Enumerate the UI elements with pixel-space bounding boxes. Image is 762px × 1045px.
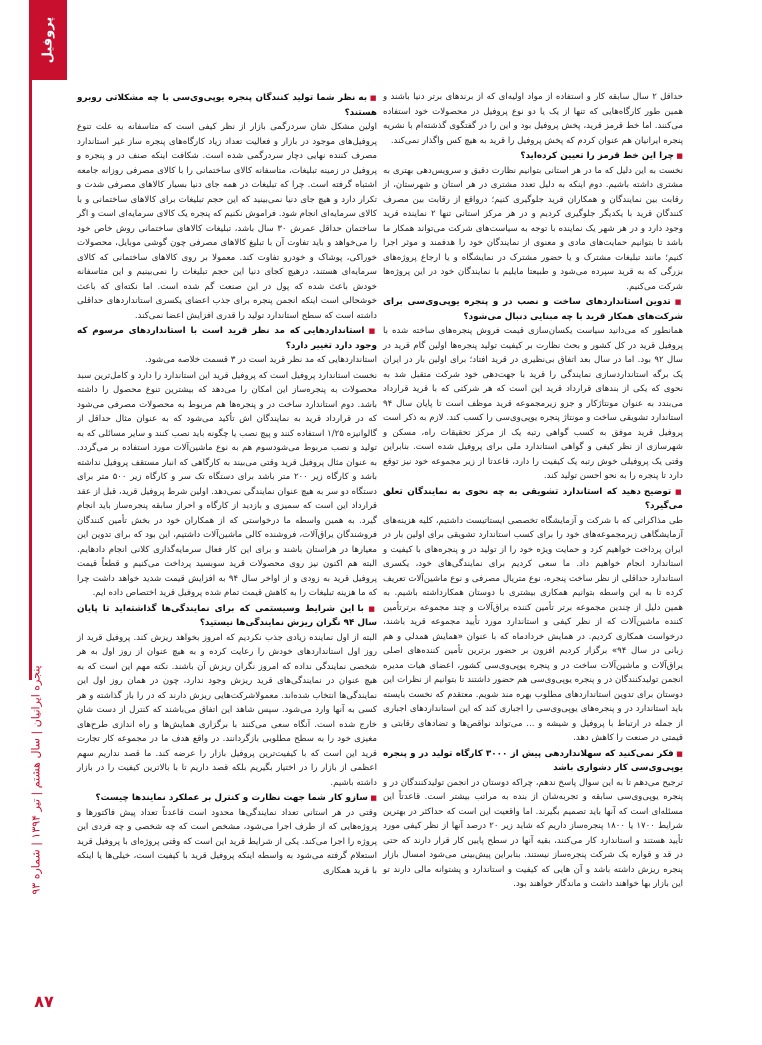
paragraph: طی مذاکراتی که با شرکت و آزمایشگاه تخصصی ایستاتیست داشتیم، کلیه هزینه‌های آزمایشگاهی زیرمجموعه‌های خود را برای کسب استاندارد تشویقی برای اولین بار در ایران پرداخت خواهیم کرد و حمایت ویژه خود را از تولید در و پنجره‌های با کیفیت و استاندارد انجام خواهیم داد. ما سعی کردیم برای نمایندگی‌های خود، یکسری استاندارد حداقلی از نظر ساخت پنجره، نوع متریال مصرفی و نوع ماشین‌آلات تعریف کرده تا به این واسطه بتوانیم همکاری بیشتری با دوستان همکارداشته باشیم. به همین دلیل از چندین مجموعه برتر تأمین کننده یراق‌آلات و چند مجموعه برترتأمین کننده ماشین‌آلات که از نظر کیفی و استاندارد مورد تأیید مجموعه قرید باشند، درخواست همکاری کردیم. در همایش خردادماه که با عنوان «همایش همدلی و هم زبانی در سال ۹۴» برگزار کردیم افزون بر حضور برترین تأمین کننده‌های اصلی یراق‌آلات و ماشین‌آلات ساخت در و پنجره یو‌پی‌وی‌سی کشور، اعضای هیات مدیره انجمن تولیدکنندگان در و پنجره یو‌پی‌وی‌سی هم حضور داشتند تا بتوانیم از نظرات این دوستان برای تدوین استانداردهای مطلوب بهره مند شویم. معتقدم که نخست بایسته باید استاندارد در و پنجره‌های یو‌پی‌وی‌سی را اجباری کند که این استانداردهای اجباری از جمله در ارتباط با پروفیل و شیشه و ... می‌تواند نواقص‌ها و تضادهای رقابتی و قیمتی در صنعت را کاهش دهد. (383, 515, 683, 743)
left-column (77, 90, 377, 879)
question-heading: ■ سازو کار شما جهت نظارت و کنترل بر عملکرد نمایندها چیست؟ (77, 791, 377, 806)
question-heading: ■ تدوین استانداردهای ساخت و نصب در و پنجره یو‌پی‌وی‌سی برای شرکت‌های همکار قرید با چه مبنایی دنبال می‌شود؟ (383, 295, 683, 324)
question-heading: ■ چرا این خط قرمز را تعیین کرده‌اید؟ (383, 149, 683, 164)
page-number: ۸۷ (34, 992, 54, 1011)
right-column (383, 90, 683, 893)
question-heading: ■ با این شرایط وسیستمی که برای نمایندگی‌ها گذاشته‌اید تا پایان سال ۹۴ نگران ریزش نمایندگی‌ها نیستید؟ (77, 602, 377, 631)
paragraph: وقتی در هر استانی تعداد نمایندگی‌ها محدود است قاعدتاً تعداد پیش فاکتورها و پروژه‌هایی که از طرف اجرا می‌شود، مشخص است که چه شخصی و چه فردی این پروژه را اجرا می‌کند. یکی از شرایط قرید این است که وقتی پروژه‌ای با پروفیل قرید استعلام گرفته می‌شود به واسطه اینکه پروفیل قرید با کیفیت است، خیلی‌ها یا اینکه با قرید همکاری (77, 807, 377, 876)
section-tab-label: پروفیل (40, 16, 56, 64)
question-heading: ■ به نظر شما تولید کنندگان پنجره یو‌پی‌وی‌سی با چه مشکلاتی روبرو هستند؟ (77, 91, 377, 120)
issue-info-text: پنجره ایرانیان | سال هشتم | تیر ۱۳۹۴ | شماره ۹۳ (29, 665, 43, 895)
section-tab (29, 0, 67, 80)
issue-info (30, 560, 42, 1000)
paragraph: استانداردهایی که مد نظر قرید است در ۳ قسمت خلاصه می‌شود. (145, 355, 377, 365)
paragraph: البته از اول نماینده زیادی جذب نکردیم که امروز بخواهد ریزش کند. پروفیل قرید از روز اول استانداردهای خودش را رعایت کرده و به هیچ عنوان از روز اول به هر شخصی نمایندگی نداده که امروز نگران ریزش آن باشند. نکته مهم این است که به هیچ عنوان در نمایندگی‌های قرید ریزش وجود ندارد، چون در همان روز اول این نمایندگی‌ها انتخاب شده‌اند. معمولاشرکت‌هایی ریزش دارند که در را باز گذاشته و هر کسی به آنها وارد می‌شود. سپس شاهد این اتفاق می‌باشند که کنترل از دست شان خارج شده است. آنگاه سعی می‌کنند با برگزاری همایش‌ها و راه اندازی طرح‌های مغیزی خود را به سطح مطلوبی بازگردانند. در واقع هدف ما در مجموعه کار تجارت قرید این است که با کیفیت‌ترین پروفیل بازار را عرضه کند. ما قصد نداریم سهم اعظمی از بازار را در اختیار بگیریم بلکه قصد داریم تا با بالاترین کیفیت را در بازار داشته باشیم. (77, 632, 377, 788)
question-heading: ■ استانداردهایی که مد نظر قرید است با استانداردهای مرسوم که وجود دارد تغییر دارد؟ (77, 324, 377, 353)
question-heading: ■ فکر نمی‌کنید که سهلانداردهی پیش از ۳۰۰۰ کارگاه تولید در و پنجره یو‌پی‌وی‌سی کار دشواری باشد (383, 747, 683, 776)
paragraph: اولین مشکل شان سردرگمی بازار از نظر کیفی است که متاسفانه به علت تنوع پروفیل‌های موجود در بازار و فعالیت تعداد زیاد کارگاه‌های پنجره ساز غیر استاندارد مصرف کننده نهایی دچار سردرگمی شده است. شکافت اینکه صنف در و پنجره و پروفیل در زمینه تبلیغات، متاسفانه کالای ساختمانی را با کالای مصرفی روزانه جامعه اشتباه گرفته است. چرا که تبلیغات در همه جای دنیا بسیار کالاهای مصرفی شدت و تکرار دارد و هیچ جای دنیا نمی‌بینید که این حجم تبلیغات برای کالاهای ساختمانی و با کالای سرمایه‌ای انجام شود. فراموش نکنیم که پنجره یک کالای سرمایه‌ای است و اگر ساختمان حداقل عمرش ۳۰ سال باشد، تبلیغات کالاهای ساختمانی روش خاص خود را می‌خواهد و باید تفاوت آن با تبلیغ کالاهای مصرفی چون گوشی موبایل، محصولات خوراکی، پوشاک و خودرو تفاوت کند. معمولا بر روی کالاهای ساختمانی که کالای سرمایه‌ای هستند، درهیچ کجای دنیا این حجم تبلیغات را نمی‌بینیم و این متاسفانه خودش باعث شده که پول در این صنعت گم شده است. اما نکته‌ای که باعث خوشحالی است اینکه انجمن پنجره برای جذب اعضای یکسری استانداردهای حداقلی داشته است که سطح استاندارد تولید را قدری افزایش اعضا نمی‌کند. (77, 122, 377, 321)
question-heading: ■ توضیح دهید که استاندارد تشویقی به چه نحوی به نمایندگان تعلق می‌گیرد؟ (383, 485, 683, 514)
paragraph: ترجیح می‌دهم تا به این سوال پاسخ ندهم، چراکه دوستان در انجمن تولیدکنندگان در و پنجره یو‌پی‌وی‌سی سابقه و تجربه‌شان از بنده به مراتب بیشتر است. قاعدتاً این مسئله‌ای است که آنها باید تصمیم بگیرند. اما واقعیت این است که حداکثر در بهترین شرایط ۱۷۰۰ یا ۱۸۰۰ پنجره‌ساز داریم که شاید زیر ۲۰ درصد آنها از نظر کیفی مورد تأیید هستند و استاندارد کار می‌کنند، بقیه آنها در سطح پایین کار قرار دارند که حتی در قد و قواره یک شرکت پنجره‌ساز نیستند. بنابراین پیش‌بینی می‌شود امسال بازار پنجره ریزش داشته باشد و آن هایی که کیفیت و استاندارد و پشتوانه مالی دارند تو این بازار بها خواهند داشت و ماندگار خواهند بود. (383, 777, 683, 889)
paragraph: حداقل ۲ سال سابقه کار و استفاده از مواد اولیه‌ای که از برندهای برتر دنیا باشند و همین طور کارگاه‌هایی که تنها از یک یا دو نوع پروفیل در محصولات خود استفاده می‌کنند. اما خط قرمز قرید، پخش پروفیل بود و این را در گفتگوی گذشته‌ام با نشریه پنجره ایرانیان هم عنوان کردم که پخش پروفیل را قرید به هیچ کس واگذار نمی‌کند. (383, 92, 683, 146)
paragraph: نخست به این دلیل که ما در هر استانی بتوانیم نظارت دقیق و سرویس‌دهی بهتری به مشتری داشته باشیم. دوم اینکه به دلیل تعدد مشتری در هر استان و شهرستان، از رقابت بین نمایندگان و همکاران قرید جلوگیری کنیم؛ درواقع از رقابت بین مصرف کنندگان قرید با یکدیگر جلوگیری کردیم و در هر مرکز استانی تنها ۲ نماینده قرید وجود دارد و در هر شهر یک نماینده با توجه به سیاست‌های شرکت می‌تواند همکار ما باشد تا بتوانیم حمایت‌های مادی و معنوی از نمایندگان خود را هدفمند و موثر اجرا کنیم؛ مانند تبلیغات مشترک و یا حضور مشترک در نمایشگاه و یا ارجاع پروژه‌های بزرگی که به قرید سپرده می‌شود و طبیعتا مایلیم با نمایندگان خود در این پروژه‌ها شرکت می‌کنیم. (383, 165, 683, 292)
paragraph: همانطور که می‌دانید سیاست یکسان‌سازی قیمت فروش پنجره‌های ساخته شده با پروفیل قرید در کل کشور و بحث نظارت بر کیفیت تولید پنجره‌ها اولین گام قرید در سال ۹۲ بود. اما در سال بعد اتفاق بی‌نظیری در قرید افتاد؛ برای اولین بار در ایران یک برگه استانداردسازی نمایندگی را قرید با جهت‌دهی خود شرکت متقبل شد به نحوی که یکی از بندهای قرارداد قرید این است که هر شرکتی که با قرید قرارداد می‌بندد به عنوان مونتاژکار و جزو زیرمجموعه قرید موظف است تا پایان سال ۹۴ استاندارد تشویقی ساخت و مونتاژ پنجره یو‌پی‌وی‌سی را کسب کند. لازم به ذکر است پروفیل قرید موفق به کسب گواهی رتبه یک از مرکز تحقیقات راه، مسکن و شهرسازی از نظر کیفی و گواهی استاندارد ملی برای پروفیل شده است. بنابراین وقتی یک پروفیلی خوش رتبه یک کیفیت را دارد، قاعدتا از زیر مجموعه خود نیز توقع دارد تا پنجره را به نحو احسن تولید کند. (383, 326, 683, 481)
paragraph: نخست استاندارد پروفیل است که پروفیل قرید این استاندارد را دارد و کامل‌ترین سبد محصولات به پنجره‌ساز این امکان را می‌دهد که بیشترین تنوع محصول را داشته باشد. دوم استاندارد ساخت در و پنجره‌ها هم مربوط به محصولات مصرفی می‌شود که در قرارداد قرید به نمایندگان اش تأکید می‌شود که به عنوان مثال حداقل از گالوانیزه ۱/۲۵ استفاده کنند و پیچ نصب یا چگونه باید نصب کنند و سایر مسائلی که به تولید و نصب مربوط می‌شودسوم هم به نوع ماشین‌آلات مورد استفاده بر می‌گردد. به عنوان مثال پروفیل قرید وقتی می‌بیند به کارگاهی که انبار مستقف پروفیل نداشته باشد و کارگاه زیر ۲۰۰ متر باشد برای دستگاه تک سر و کارگاه زیر ۵۰۰ متر برای دستگاه دو سر به هیچ عنوان نمایندگی نمی‌دهد. اولین شرط پروفیل قرید، قبل از عقد قرارداد این است که سمیزی و بازدید از کارگاه و احراز سابقه پنجره‌ساز باید انجام گیرد. به همین واسطه ما درخواستی که از همکاران خود در بخش تأمین کنندگان فروشندگان یراق‌آلات، فروشنده کالی ماشین‌آلات داشتیم، این بود که برای تدوین این معیارها در هراستان باشند و برای این کار فعال سرمایه‌گذاری کلانی انجام دادهایم. البته هم اکنون نیز روی محصولات قرید سوبسید پرداخت می‌کنیم و قطعاً قیمت پروفیل قرید به زودی و از اواخر سال ۹۴ به افزایش قیمت شدید خواهد داشت چرا که ما هزینه تبلیغات را به کاهش قیمت تمام شده پروفیل قرید اختصاص داده ایم. (77, 370, 378, 598)
